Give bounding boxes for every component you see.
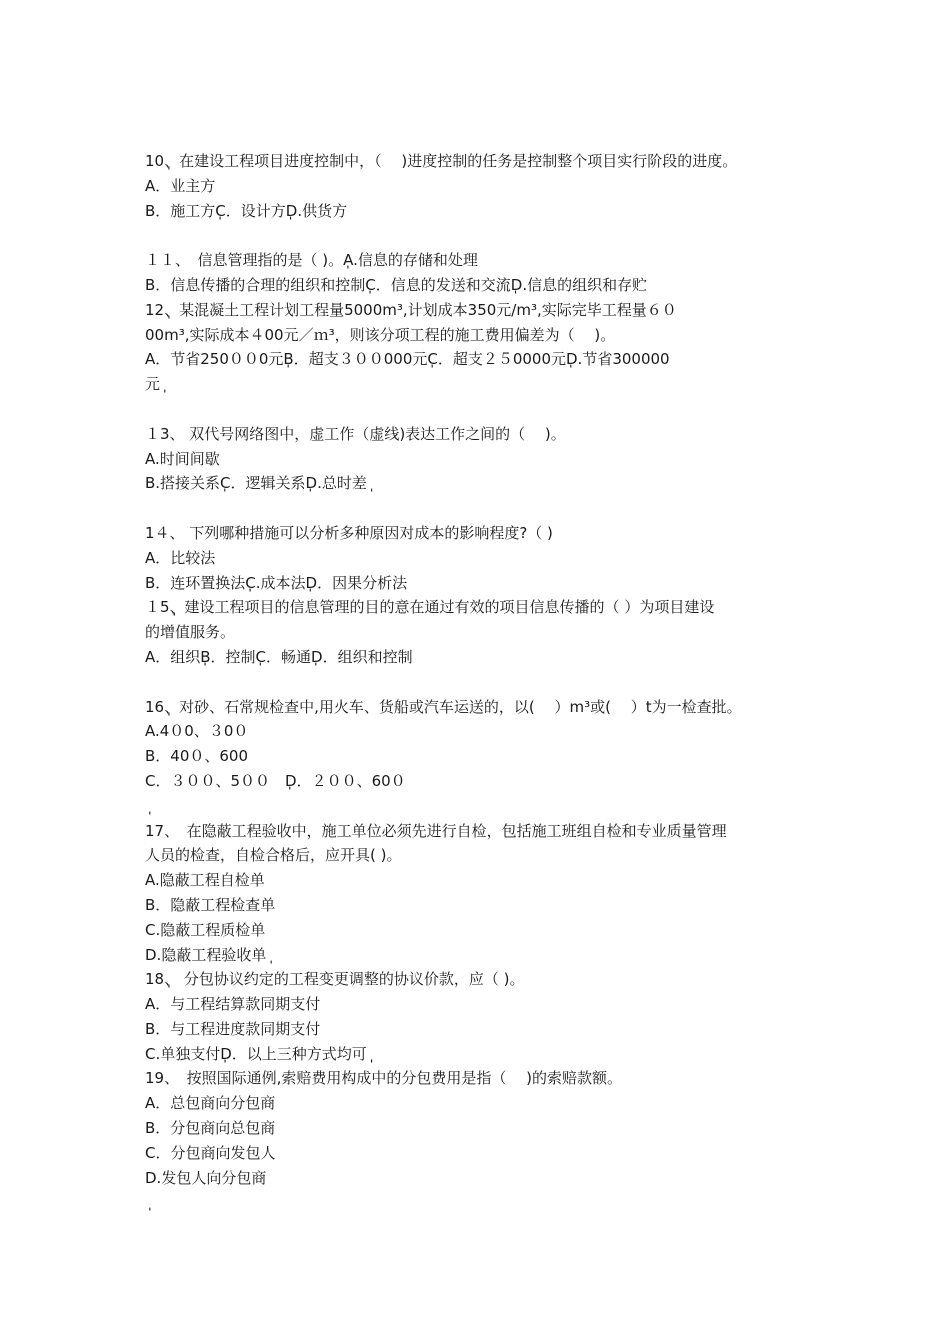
text-line: A．比较法 — [145, 548, 216, 567]
text-line: B．分包商向总包商 — [145, 1119, 276, 1138]
text-line: D.发包人向分包商 — [145, 1168, 267, 1187]
text-line: C．分包商向发包人 — [145, 1143, 276, 1162]
text-line: １3、 双代号网络图中，虚工作（虚线)表达工作之间的（ )。 — [145, 424, 566, 443]
text-line: B．连环置换法ֽC.成本法ֽD．因果分析法 — [145, 573, 408, 592]
text-line — [145, 1190, 825, 1215]
text-line: A.时间间歇 — [145, 449, 220, 468]
text-line: １１、 信息管理指的是（ )。ֽA.信息的存储和处理 — [145, 251, 478, 270]
text-line: D.隐蔽工程验收单ֽ — [145, 945, 267, 964]
text-line: A．组织ֽB．控制ֽC．畅通ֽD．组织和控制 — [145, 647, 413, 666]
text-line — [145, 794, 825, 819]
text-line: B．隐蔽工程检查单 — [145, 895, 276, 914]
text-line: 人员的检查，自检合格后，应开具( )。 — [145, 846, 402, 865]
text-line: 1４、 下列哪种措施可以分析多种原因对成本的影响程度?（ ) — [145, 523, 553, 542]
text-line: A.隐蔽工程自检单 — [145, 871, 265, 890]
text-line: B．施工方ֽC．设计方ֽD.供货方 — [145, 201, 348, 220]
text-line: C．３００、5００ ֽD．２００、60０ — [145, 771, 406, 790]
text-line: 的增值服务。 — [145, 623, 236, 642]
text-line: 16ֽ、对砂、石常规检查中,用火车、货船或汽车运送的，以( ）m³或( ）t为一检查批。 — [145, 697, 742, 716]
text-line: A.4０0、３0０ — [145, 722, 249, 741]
text-line: 10ֽ、在建设工程项目进度控制中，（ )进度控制的任务是控制整个项目实行阶段的进度。 — [145, 152, 738, 170]
text-line: 12ֽ、某混凝土工程计划工程量5000m³,计划成本350元/m³,实际完毕工程量６０ — [145, 300, 677, 319]
text-line: B．信息传播的合理的组织和控制ֽC．信息的发送和交流ֽD.信息的组织和存贮 — [145, 275, 648, 294]
blank-line — [145, 670, 825, 695]
text-line: 00m³,实际成本４00元／ｍ³，则该分项工程的施工费用偏差为（ )。 — [145, 325, 616, 344]
text-line: 17、 在隐蔽工程验收中，施工单位必须先进行自检，包括施工班组自检和专业质量管理 — [145, 821, 727, 840]
text-line: A．与工程结算款同期支付 — [145, 995, 321, 1014]
text-line: １5ֽֽ、建设工程项目的信息管理的目的意在通过有效的项目信息传播的（ ）为项目建设 — [145, 598, 715, 617]
text-line: 元ֽ — [145, 375, 161, 394]
text-line: 19、 按照国际通例,索赔费用构成中的分包费用是指（ )的索赔款额。 — [145, 1069, 622, 1088]
document-page — [145, 149, 825, 1215]
text-line: B．与工程进度款同期支付 — [145, 1019, 321, 1038]
blank-line — [145, 223, 825, 248]
text-line: 18ֽ、 分包协议约定的工程变更调整的协议价款，应（ )。 — [145, 970, 525, 989]
text-line: C.单独支付ֽD．以上三种方式均可ֽֽ — [145, 1044, 367, 1063]
blank-line — [145, 496, 825, 521]
text-line: B.搭接关系ֽC．逻辑关系ֽD.总时差ֽ — [145, 474, 367, 493]
text-line: A．业主方 — [145, 176, 216, 195]
blank-line — [145, 397, 825, 422]
text-line: A．总包商向分包商 — [145, 1094, 276, 1113]
text-line: B．40０、600 — [145, 747, 249, 766]
text-line: C.隐蔽工程质检单 — [145, 920, 266, 939]
text-line: A．节省250００0元ֽB．超支３００000元ֽC．超支２５0000元ֽD.节省300000 — [145, 350, 670, 369]
